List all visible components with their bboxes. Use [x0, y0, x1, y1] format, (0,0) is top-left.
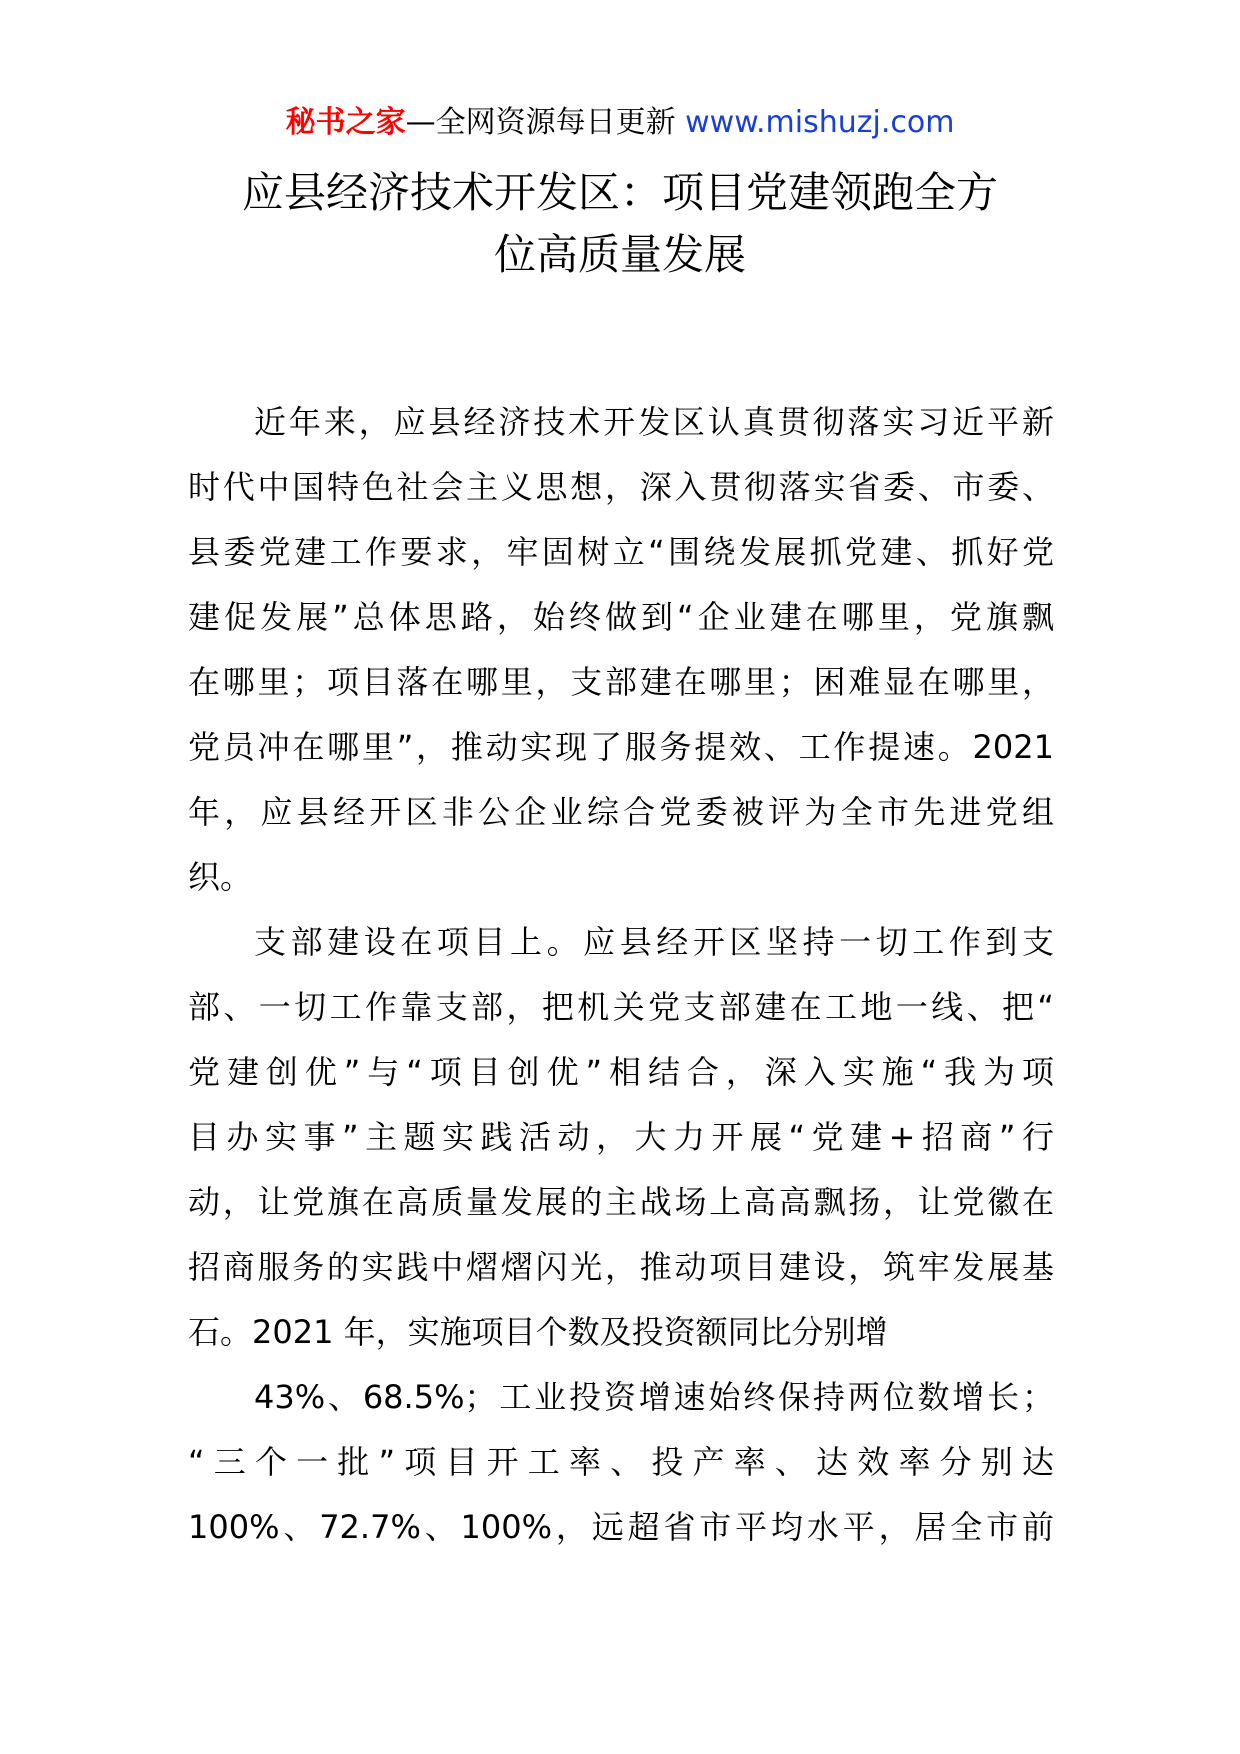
text-line: 动，让党旗在高质量发展的主战场上高高飘扬，让党徽在: [188, 1183, 1054, 1221]
text-line: 招商服务的实践中熠熠闪光，推动项目建设，筑牢发展基: [188, 1248, 1054, 1286]
title-line: 位高质量发展: [493, 230, 746, 279]
text-line: 43%、68.5%；工业投资增速始终保持两位数增长；: [254, 1378, 1054, 1416]
text-line: 年，应县经开区非公企业综合党委被评为全市先进党组: [188, 793, 1054, 831]
text-line: 在哪里；项目落在哪里，支部建在哪里；困难显在哪里，: [188, 663, 1054, 701]
text-line: 建促发展”总体思路，始终做到“企业建在哪里，党旗飘: [188, 598, 1054, 636]
text-line: 县委党建工作要求，牢固树立“围绕发展抓党建、抓好党: [188, 533, 1054, 571]
watermark-header: [0, 100, 1240, 146]
paragraph-branch-building: [188, 910, 1054, 1365]
text-line: 党建创优”与“项目创优”相结合，深入实施“我为项: [188, 1053, 1054, 1091]
text-line: 织。: [188, 858, 253, 896]
site-url-link[interactable]: www.mishuzj.com: [685, 105, 955, 140]
brand-name: 秘书之家: [285, 105, 406, 140]
text-line: 近年来，应县经济技术开发区认真贯彻落实习近平新: [254, 403, 1054, 441]
text-line: 石。2021 年，实施项目个数及投资额同比分别增: [188, 1313, 888, 1351]
text-line: 党员冲在哪里”，推动实现了服务提效、工作提速。2021: [188, 728, 1054, 766]
text-line: 100%、72.7%、100%，远超省市平均水平，居全市前: [188, 1508, 1054, 1546]
text-line: “三个一批”项目开工率、投产率、达效率分别达: [188, 1443, 1054, 1481]
document-title: [180, 162, 1060, 286]
document-body: [188, 390, 1054, 1560]
paragraph-statistics: [188, 1365, 1054, 1560]
text-line: 目办实事”主题实践活动，大力开展“党建+招商”行: [188, 1118, 1054, 1156]
text-line: 时代中国特色社会主义思想，深入贯彻落实省委、市委、: [188, 468, 1054, 506]
text-line: 支部建设在项目上。应县经开区坚持一切工作到支: [254, 923, 1054, 961]
header-slogan: —全网资源每日更新: [405, 105, 686, 140]
paragraph-intro: [188, 390, 1054, 910]
title-line: 应县经济技术开发区：项目党建领跑全方: [241, 168, 998, 217]
text-line: 部、一切工作靠支部，把机关党支部建在工地一线、把“: [188, 988, 1054, 1026]
